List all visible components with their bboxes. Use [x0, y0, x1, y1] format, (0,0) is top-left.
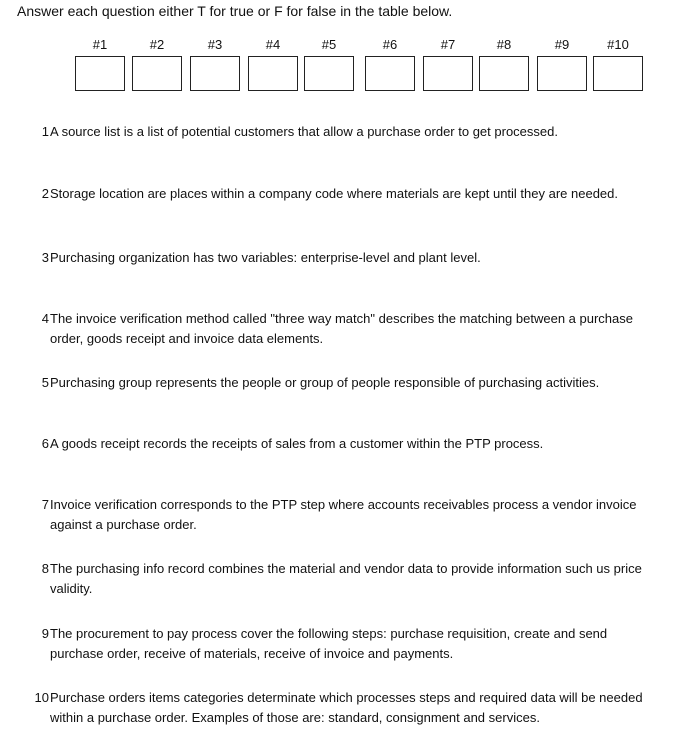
answer-box-3[interactable] [190, 56, 240, 91]
answer-column-label: #1 [92, 37, 108, 52]
answer-column-label: #4 [265, 37, 281, 52]
answer-box-9[interactable] [537, 56, 587, 91]
answer-column-label: #7 [440, 37, 456, 52]
question-text: A source list is a list of potential customers that allow a purchase order to get processed. [50, 124, 558, 139]
question-number: 2 [41, 186, 49, 201]
question-number: 9 [41, 626, 49, 641]
question-number: 1 [41, 124, 49, 139]
question-text: Purchase orders items categories determinate which processes steps and required data will be needed within a purchase order. Examples of those are: standard, consignment and services. [50, 690, 643, 725]
question-text: The purchasing info record combines the material and vendor data to provide information such us price validity. [50, 561, 642, 596]
question-number: 8 [41, 561, 49, 576]
question-number: 4 [41, 311, 49, 326]
answer-column-label: #5 [321, 37, 337, 52]
answer-column-label: #10 [607, 37, 629, 52]
question-text: Storage location are places within a company code where materials are kept until they are needed. [50, 186, 618, 201]
answer-column-label: #9 [554, 37, 570, 52]
question-number: 7 [41, 497, 49, 512]
question-text: The procurement to pay process cover the following steps: purchase requisition, create and send purchase order, receive of materials, receive of invoice and payments. [50, 626, 608, 661]
question-text: The invoice verification method called "three way match" describes the matching between a purchase order, goods receipt and invoice data elements. [50, 311, 633, 346]
answer-box-5[interactable] [304, 56, 354, 91]
instructions-text: Answer each question either T for true or F for false in the table below. [17, 3, 453, 19]
answer-box-10[interactable] [593, 56, 643, 91]
answer-column-label: #3 [207, 37, 223, 52]
answer-column-label: #2 [149, 37, 165, 52]
question-text: A goods receipt records the receipts of sales from a customer within the PTP process. [50, 436, 544, 451]
answer-box-1[interactable] [75, 56, 125, 91]
question-number: 10 [34, 690, 49, 705]
answer-box-6[interactable] [365, 56, 415, 91]
answer-column-label: #6 [382, 37, 398, 52]
answer-box-4[interactable] [248, 56, 298, 91]
answer-box-7[interactable] [423, 56, 473, 91]
answer-box-8[interactable] [479, 56, 529, 91]
question-number: 5 [41, 375, 49, 390]
answer-column-label: #8 [496, 37, 512, 52]
question-text: Purchasing group represents the people or group of people responsible of purchasing activities. [50, 375, 600, 390]
answer-table [74, 36, 648, 94]
question-number: 3 [41, 250, 49, 265]
question-text: Purchasing organization has two variables: enterprise-level and plant level. [50, 250, 481, 265]
question-number: 6 [41, 436, 49, 451]
answer-box-2[interactable] [132, 56, 182, 91]
question-text: Invoice verification corresponds to the PTP step where accounts receivables process a vendor invoice against a purchase order. [50, 497, 637, 532]
